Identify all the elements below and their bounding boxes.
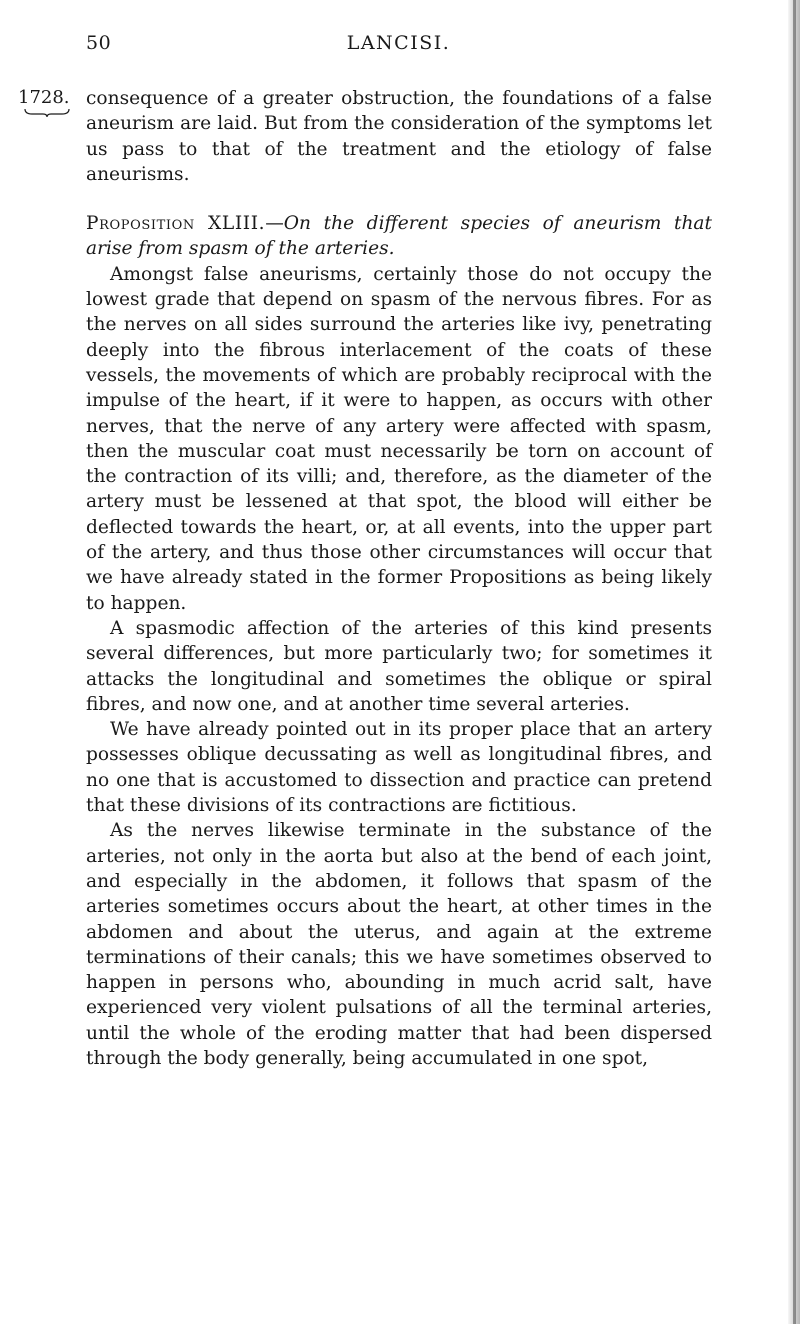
proposition-dash: —	[265, 213, 284, 235]
margin-brace-mark	[24, 108, 70, 118]
paragraph: Amongst false aneurisms, certainly those do not occupy the lowest grade that depend on spasm of the nervous fibres. For as the nerves on all sides surround the arteries like ivy, penetrating deeply into the fibrous interlacement of the coats of these vessels, the movements of which are probably reciprocal with the impulse of the heart, if it were to happen, as occurs with other nerves, that the nerve of any artery were affected with spasm, then the muscular coat must necessarily be torn on account of the contraction of its villi; and, therefore, as the diameter of the artery must be lessened at that spot, the blood will either be deflected towards the heart, or, at all events, into the upper part of the artery, and thus those other circumstances will occur that we have already stated in the former Propositions as being likely to happen.	[86, 263, 712, 614]
page-header	[86, 32, 711, 60]
paragraph: As the nerves likewise terminate in the substance of the arteries, not only in the aorta but also at the bend of each joint, and especially in the abdomen, it follows that spasm of the arteries sometimes occurs about the heart, at other times in the abdomen and about the uterus, and again at the extreme terminations of their canals; this we have sometimes observed to happen in persons who, abounding in much acrid salt, have experienced very violent pulsations of all the terminal arteries, until the whole of the eroding matter that had been dispersed through the body generally, being accumulated in one spot,	[86, 820, 712, 1069]
proposition-title: On the different species of aneurism that arise from spasm of the arteries.	[86, 213, 712, 260]
page-number: 50	[86, 32, 112, 54]
running-title: LANCISI.	[346, 32, 451, 54]
proposition-label: Proposition XLIII.	[86, 213, 266, 235]
paragraph: We have already pointed out in its proper place that an artery possesses oblique decussating as well as longitudinal fibres, and no one that is accustomed to dissection and practice can pretend that these divisions of its contractions are fictitious.	[86, 719, 712, 817]
opening-paragraph: consequence of a greater obstruction, the foundations of a false aneurism are laid. But from the consideration of the symptoms let us pass to that of the treatment and the etiology of false aneurisms.	[86, 88, 712, 185]
body-text	[86, 86, 712, 1071]
proposition-heading	[86, 211, 712, 262]
paragraph: A spasmodic affection of the arteries of this kind presents several differences, but more particularly two; for sometimes it attacks the longitudinal and sometimes the oblique or spiral fibres, and now one, and at another time several arteries.	[86, 617, 712, 715]
scan-edge-line	[793, 0, 796, 1324]
margin-year-note: 1728.	[18, 87, 70, 108]
